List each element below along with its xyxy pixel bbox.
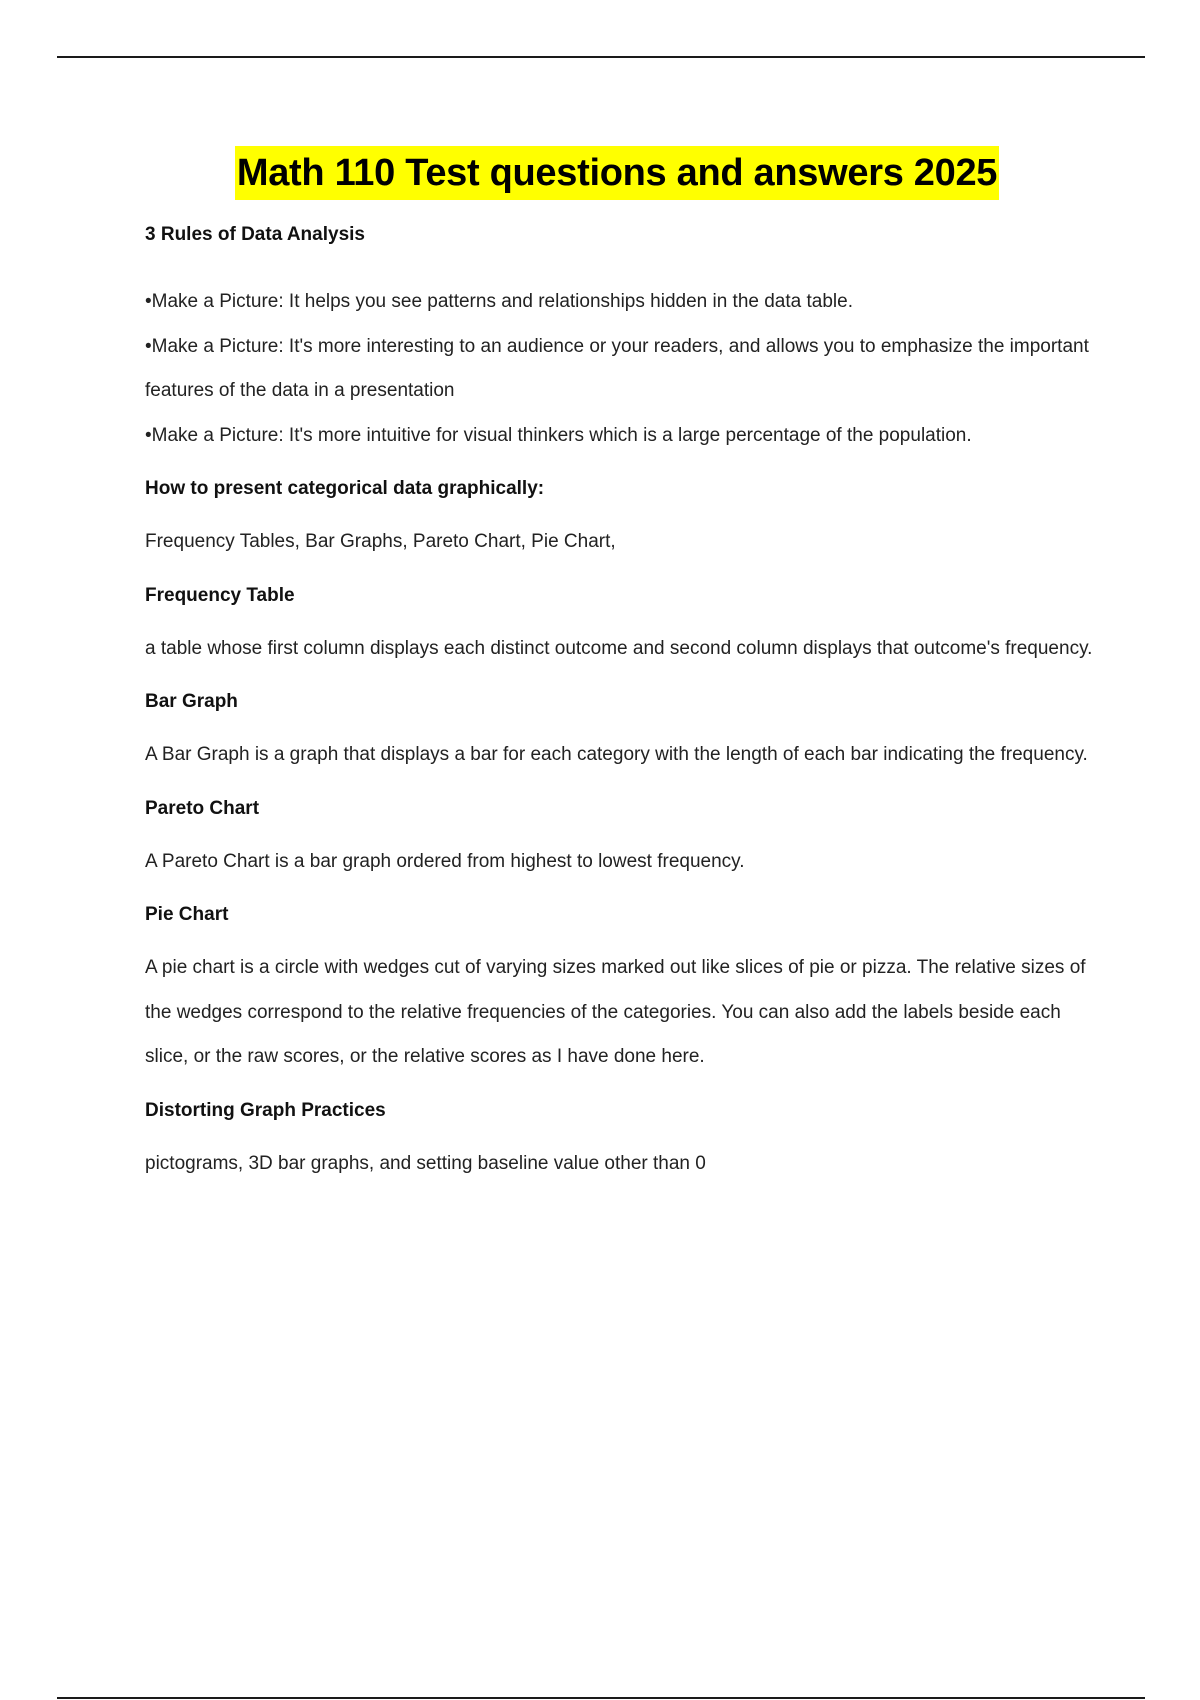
section-categorical-data	[145, 474, 1105, 565]
section-distorting-graph-practices	[145, 1096, 1105, 1187]
section-rules-of-data-analysis	[145, 220, 1105, 458]
top-divider	[57, 56, 1145, 58]
title-container	[0, 146, 1200, 200]
bullet-item: •Make a Picture: It's more interesting to an audience or your readers, and allows you to emphasize the important features of the data in a presentation	[145, 335, 1089, 401]
section-frequency-table	[145, 581, 1105, 672]
section-heading: Frequency Table	[145, 584, 295, 606]
section-heading: Distorting Graph Practices	[145, 1099, 386, 1121]
section-heading: 3 Rules of Data Analysis	[145, 224, 365, 245]
section-paragraph: a table whose first column displays each distinct outcome and second column displays that outcome's frequency.	[145, 637, 1093, 659]
section-heading: How to present categorical data graphically:	[145, 478, 545, 499]
section-paragraph: A Bar Graph is a graph that displays a bar for each category with the length of each bar indicating the frequency.	[145, 744, 1088, 765]
section-heading: Pareto Chart	[145, 797, 260, 819]
section-pareto-chart	[145, 794, 1105, 885]
section-paragraph: Frequency Tables, Bar Graphs, Pareto Chart, Pie Chart,	[145, 531, 616, 552]
document-title: Math 110 Test questions and answers 2025	[235, 146, 999, 200]
section-paragraph: A Pareto Chart is a bar graph ordered from highest to lowest frequency.	[145, 850, 745, 872]
section-paragraph: pictograms, 3D bar graphs, and setting baseline value other than 0	[145, 1152, 706, 1174]
bullet-item: •Make a Picture: It's more intuitive for visual thinkers which is a large percentage of the population.	[145, 424, 972, 446]
section-heading: Bar Graph	[145, 691, 238, 712]
section-pie-chart	[145, 900, 1105, 1080]
section-heading: Pie Chart	[145, 904, 229, 925]
bottom-divider	[57, 1697, 1145, 1699]
section-paragraph: A pie chart is a circle with wedges cut of varying sizes marked out like slices of pie or pizza. The relative sizes of the wedges correspond to the relative frequencies of the categories. You can also add the labels beside each slice, or the raw scores, or the relative scores as I have done here.	[145, 957, 1086, 1067]
document-body	[145, 220, 1105, 1186]
section-bar-graph	[145, 687, 1105, 778]
bullet-item: •Make a Picture: It helps you see patterns and relationships hidden in the data table.	[145, 291, 853, 312]
